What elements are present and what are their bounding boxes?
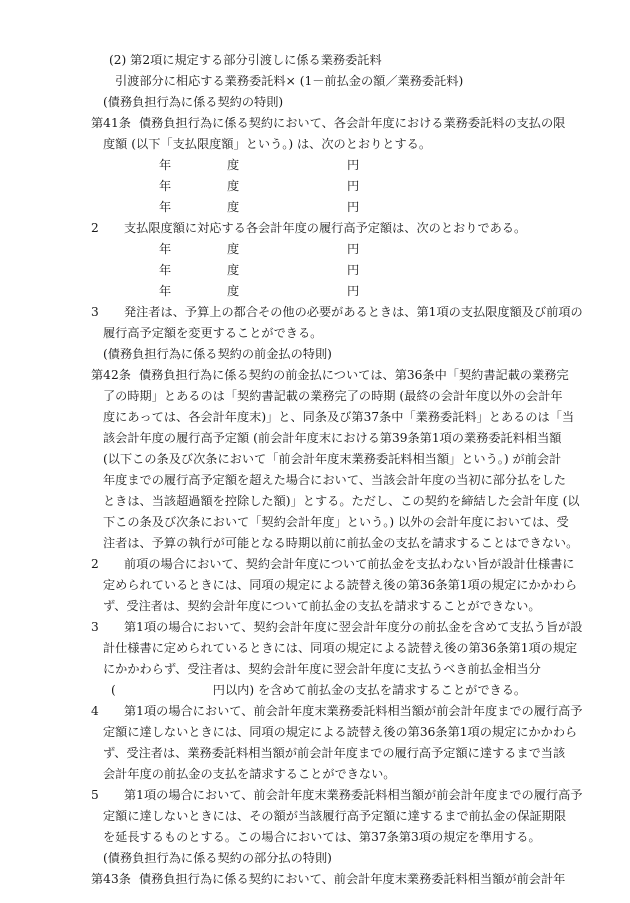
- degree-label: 度: [227, 242, 240, 256]
- text-line: 債務負担行為に係る契約において、各会計年度における業務委託料の支払の限: [139, 116, 566, 130]
- article-41-item-3: [91, 302, 583, 323]
- yen-label: 円: [347, 158, 360, 172]
- article-41-item-2: [91, 218, 551, 239]
- year-label: 年: [159, 200, 172, 214]
- article-42: [91, 365, 569, 386]
- degree-label: 度: [227, 284, 240, 298]
- degree-label: 度: [227, 158, 240, 172]
- text-line: 計仕様書に定められているときには、同項の規定による読替え後の第36条第1項の規定: [103, 641, 578, 655]
- yen-label: 円: [347, 200, 360, 214]
- article-42-item-3: [91, 617, 583, 638]
- year-label: 年: [159, 263, 172, 277]
- text-line: 度額 (以下「支払限度額」という。) は、次のとおりとする。: [103, 137, 432, 151]
- text-line: 定額に達しないときには、その額が当該履行高予定額に達するまで前払金の保証期限: [103, 809, 567, 823]
- year-row: [91, 281, 551, 302]
- yen-label: 円: [347, 284, 360, 298]
- item-number: 5: [91, 788, 99, 802]
- item-number: 3: [91, 305, 99, 319]
- year-label: 年: [159, 284, 172, 298]
- text-line: 第1項の場合において、前会計年度末業務委託料相当額が前会計年度までの履行高予: [124, 704, 583, 718]
- year-label: 年: [159, 179, 172, 193]
- text-line: 注者は、予算の執行が可能となる時期以前に前払金の支払を請求することはできない。: [103, 536, 579, 550]
- degree-label: 度: [227, 179, 240, 193]
- article-41: [91, 113, 566, 134]
- year-label: 年: [159, 242, 172, 256]
- year-row: [91, 239, 551, 260]
- text-line: 債務負担行為に係る契約において、前会計年度末業務委託料相当額が前会計年: [139, 872, 566, 886]
- text-line: 度にあっては、各会計年度末)」と、同条及び第37条中「業務委託料」とあるのは「当: [103, 410, 575, 424]
- section-heading: (2) 第2項に規定する部分引渡しに係る業務委託料: [109, 53, 382, 67]
- year-row: [91, 197, 551, 218]
- text-line: (以下この条及び次条において「前会計年度末業務委託料相当額」という。) が前会計: [103, 452, 562, 466]
- text-line: 定額に達しないときには、同項の規定による読替え後の第36条第1項の規定にかかわら: [103, 725, 578, 739]
- item-number: 4: [91, 704, 99, 718]
- text-line: 第1項の場合において、契約会計年度に翌会計年度分の前払金を含めて支払う旨が設: [124, 620, 583, 634]
- item-number: 3: [91, 620, 99, 634]
- article-42-item-2: [91, 554, 575, 575]
- year-row: [91, 155, 551, 176]
- text-line: 会計年度の前払金の支払を請求することができない。: [103, 767, 396, 781]
- text-line: 了の時期」とあるのは「契約書記載の業務完了の時期 (最終の会計年度以外の会計年: [103, 389, 563, 403]
- yen-label: 円: [347, 263, 360, 277]
- year-row: [91, 260, 551, 281]
- text-line: ず、受注者は、契約会計年度について前払金の支払を請求することができない。: [103, 599, 541, 613]
- article-caption: (債務負担行為に係る契約の前金払の特則): [103, 347, 332, 361]
- year-row: [91, 176, 551, 197]
- text-line: 支払限度額に対応する各会計年度の履行高予定額は、次のとおりである。: [124, 221, 527, 235]
- text-line: 定められているときには、同項の規定による読替え後の第36条第1項の規定にかかわら: [103, 578, 578, 592]
- article-caption: (債務負担行為に係る契約の部分払の特則): [103, 851, 332, 865]
- article-number: 第43条: [91, 872, 131, 886]
- text-line: を延長するものとする。この場合においては、第37条第3項の規定を準用する。: [103, 830, 541, 844]
- item-number: 2: [91, 221, 99, 235]
- text-line: にかかわらず、受注者は、契約会計年度に翌会計年度に支払うべき前払金相当分: [103, 662, 541, 676]
- article-number: 第42条: [91, 368, 131, 382]
- article-42-item-5: [91, 785, 583, 806]
- text-line: 年度までの履行高予定額を超えた場合において、当該会計年度の当初に部分払をした: [103, 473, 566, 487]
- text-line-with-blank: [91, 680, 551, 701]
- text-line: 下この条及び次条において「契約会計年度」という。) 以外の会計年度においては、受: [103, 515, 569, 529]
- degree-label: 度: [227, 263, 240, 277]
- article-42-item-4: [91, 701, 583, 722]
- article-number: 第41条: [91, 116, 131, 130]
- yen-label: 円: [347, 179, 360, 193]
- degree-label: 度: [227, 200, 240, 214]
- text-line: 債務負担行為に係る契約の前金払については、第36条中「契約書記載の業務完: [139, 368, 569, 382]
- year-label: 年: [159, 158, 172, 172]
- text-line: ず、受注者は、業務委託料相当額が前会計年度までの履行高予定額に達するまで当該: [103, 746, 566, 760]
- text-line: 前項の場合において、契約会計年度について前払金を支払わない旨が設計仕様書に: [124, 557, 575, 571]
- text-line: 該会計年度の履行高予定額 (前会計年度末における第39条第1項の業務委託料相当額: [103, 431, 562, 445]
- document-body: [91, 50, 583, 890]
- formula-line: 引渡部分に相応する業務委託料× (1－前払金の額／業務委託料): [115, 74, 464, 88]
- item-number: 2: [91, 557, 99, 571]
- yen-label: 円: [347, 242, 360, 256]
- text-line: 第1項の場合において、前会計年度末業務委託料相当額が前会計年度までの履行高予: [124, 788, 583, 802]
- text-line: 発注者は、予算上の都合その他の必要があるときは、第1項の支払限度額及び前項の: [124, 305, 583, 319]
- text-line: ときは、当該超過額を控除した額)」とする。ただし、この契約を締結した会計年度 (以: [103, 494, 580, 508]
- open-paren: (: [111, 683, 116, 697]
- article-caption: (債務負担行為に係る契約の特則): [103, 95, 284, 109]
- article-43: [91, 869, 566, 890]
- text-line: 履行高予定額を変更することができる。: [103, 326, 323, 340]
- text-fragment: 円以内) を含めて前払金の支払を請求することができる。: [212, 683, 527, 697]
